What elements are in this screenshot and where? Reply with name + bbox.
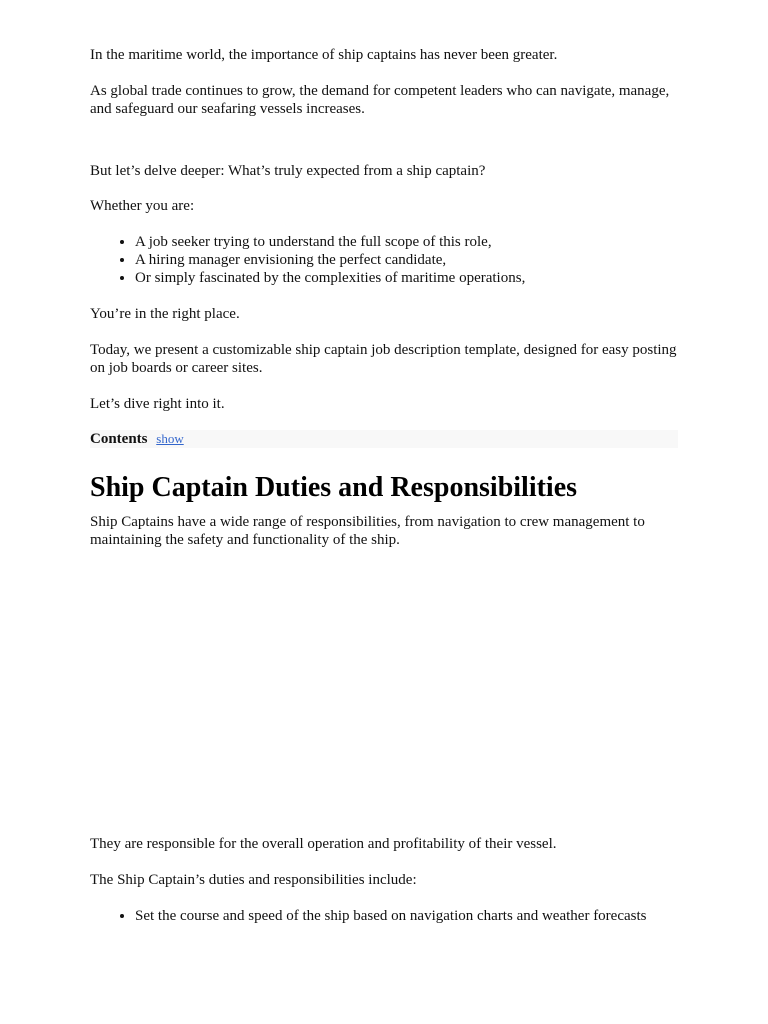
section-paragraph-3: The Ship Captain’s duties and responsibilities include: <box>90 872 417 888</box>
intro-paragraph-1: In the maritime world, the importance of ship captains has never been greater. <box>90 47 558 63</box>
intro-paragraph-2: As global trade continues to grow, the demand for competent leaders who can navigate, manage, and safeguard our seafaring vessels increases. <box>90 83 670 117</box>
audience-list <box>90 233 678 287</box>
section-heading: Ship Captain Duties and Responsibilities <box>90 472 578 503</box>
list-item: • Set the course and speed of the ship based on navigation charts and weather forecasts <box>135 907 678 925</box>
intro-paragraph-6: Today, we present a customizable ship captain job description template, designed for easy posting on job boards or career sites. <box>90 342 677 376</box>
toc-show-toggle[interactable]: show <box>156 431 184 446</box>
intro-paragraph-5: You’re in the right place. <box>90 306 240 322</box>
toc-title: Contents <box>90 431 148 447</box>
blank-ad-space <box>90 560 678 820</box>
intro-paragraph-3: But let’s delve deeper: What’s truly expected from a ship captain? <box>90 163 486 179</box>
list-item: • Or simply fascinated by the complexities of maritime operations, <box>135 269 678 287</box>
table-of-contents <box>90 430 678 448</box>
section-paragraph-2: They are responsible for the overall operation and profitability of their vessel. <box>90 836 557 852</box>
list-item: • A hiring manager envisioning the perfect candidate, <box>135 251 678 269</box>
list-item: • A job seeker trying to understand the full scope of this role, <box>135 233 678 251</box>
intro-paragraph-7: Let’s dive right into it. <box>90 396 225 412</box>
duties-list <box>90 907 678 925</box>
intro-paragraph-4: Whether you are: <box>90 198 195 214</box>
section-paragraph-1: Ship Captains have a wide range of responsibilities, from navigation to crew management to maintaining the safety and functionality of the ship. <box>90 514 645 548</box>
